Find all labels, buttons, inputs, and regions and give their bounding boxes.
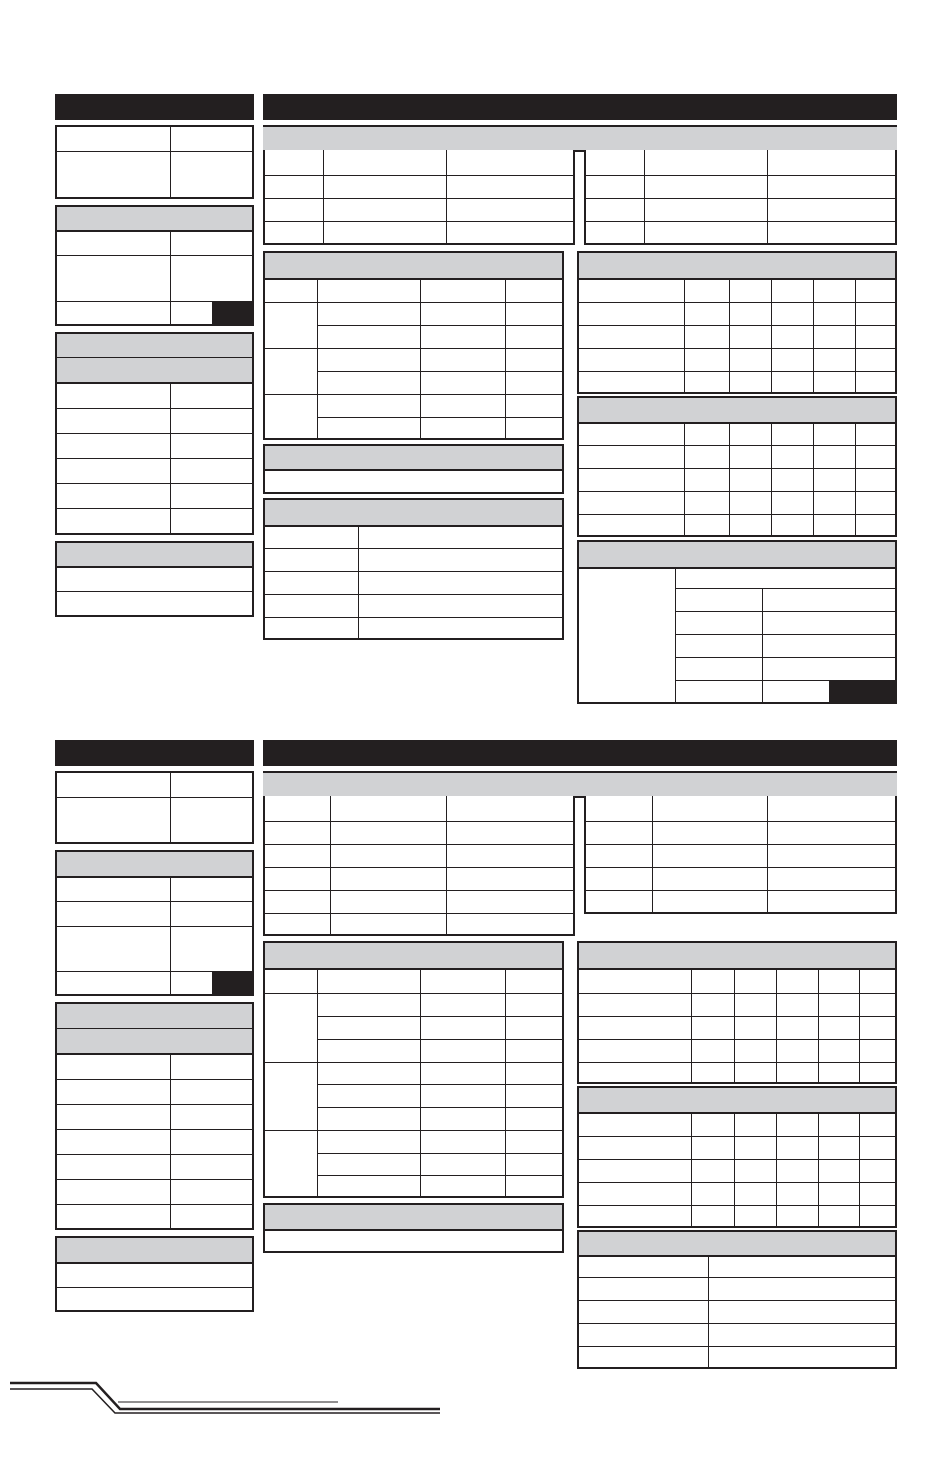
main-subheader [263,125,897,152]
left-header-bar [55,94,254,120]
top-right-grid [584,150,897,245]
filled-cell [829,681,897,704]
right-grid-3 [577,1230,897,1369]
mid-left-grid [263,251,564,440]
mid-left-grid [263,941,564,1198]
top-left-grid [263,796,575,936]
right-grid-1 [577,941,897,1084]
filled-cell [212,302,254,326]
main-header-bar [263,740,897,766]
left-table-a [55,771,254,844]
left-table-c [55,332,254,535]
footer-line-decoration [0,1375,950,1435]
mid-left-note [263,1203,564,1253]
right-grid-2 [577,396,897,537]
left-table-b [55,850,254,996]
left-table-c [55,1002,254,1230]
left-header-bar [55,740,254,766]
right-grid-3 [577,540,897,704]
mid-left-note [263,444,564,494]
top-right-grid [584,796,897,914]
left-table-d [55,541,254,617]
top-left-grid [263,150,575,245]
main-header-bar [263,94,897,120]
right-grid-1 [577,251,897,394]
right-grid-2 [577,1086,897,1228]
left-table-d [55,1236,254,1312]
main-subheader [263,771,897,798]
left-table-b [55,205,254,326]
left-table-a [55,125,254,199]
mid-left-list [263,498,564,640]
filled-cell [212,972,254,996]
